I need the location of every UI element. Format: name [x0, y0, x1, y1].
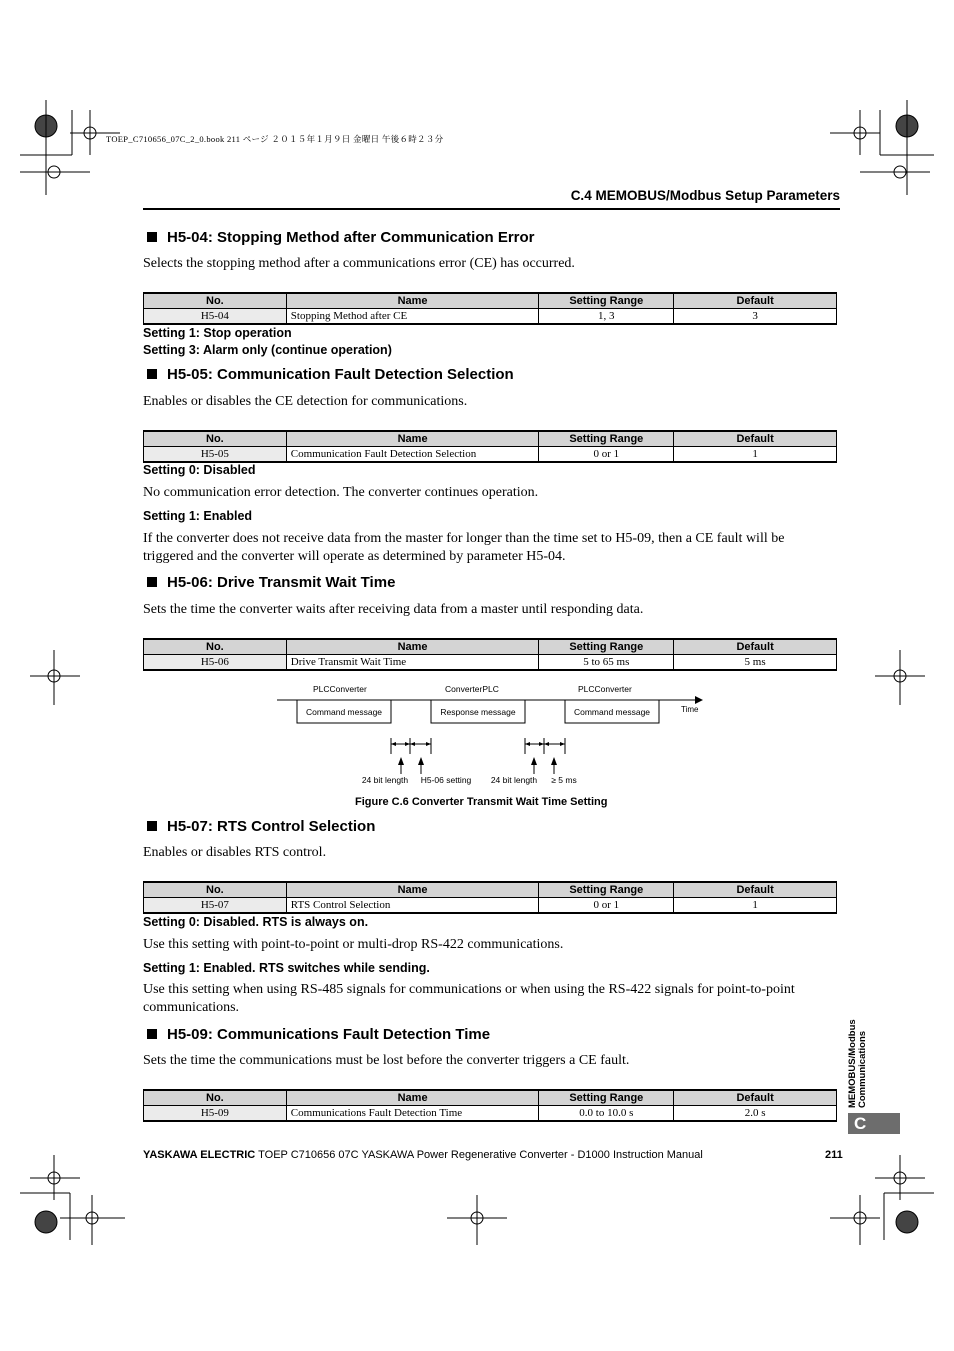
- param-name: Communications Fault Detection Time: [286, 1106, 539, 1122]
- message-label: Response message: [440, 707, 516, 717]
- interval-label: 24 bit length: [490, 775, 538, 785]
- col-header-name: Name: [286, 639, 539, 655]
- param-default: 2.0 s: [674, 1106, 837, 1122]
- param-default: 1: [674, 898, 837, 914]
- col-header-no: No.: [144, 293, 287, 309]
- param-name: Drive Transmit Wait Time: [286, 655, 539, 671]
- setting-title: Setting 0: Disabled: [143, 463, 256, 477]
- section-description: Sets the time the converter waits after receiving data from a master until responding data.: [143, 602, 644, 617]
- section-heading-h5-04: H5-04: Stopping Method after Communication Error: [147, 229, 535, 246]
- param-no: H5-07: [144, 898, 287, 914]
- footer: [143, 1149, 703, 1161]
- page-number: 211: [825, 1149, 843, 1161]
- param-no: H5-05: [144, 447, 287, 463]
- setting-title: Setting 3: Alarm only (continue operation): [143, 343, 392, 357]
- direction-label: PLCConverter: [578, 684, 632, 694]
- col-header-name: Name: [286, 1090, 539, 1106]
- bullet-square-icon: [147, 1029, 157, 1039]
- parameter-table-h5-09: [143, 1089, 837, 1122]
- col-header-range: Setting Range: [539, 431, 674, 447]
- param-default: 3: [674, 309, 837, 325]
- interval-label: H5-06 setting: [420, 775, 472, 785]
- print-note: TOEP_C710656_07C_2_0.book 211 ページ ２０１５年１月９日 金曜日 午後６時２３分: [106, 134, 444, 144]
- bullet-square-icon: [147, 577, 157, 587]
- col-header-name: Name: [286, 882, 539, 898]
- col-header-default: Default: [674, 639, 837, 655]
- setting-text: No communication error detection. The converter continues operation.: [143, 485, 539, 500]
- param-name: Communication Fault Detection Selection: [286, 447, 539, 463]
- bullet-square-icon: [147, 369, 157, 379]
- col-header-range: Setting Range: [539, 1090, 674, 1106]
- col-header-no: No.: [144, 882, 287, 898]
- col-header-name: Name: [286, 431, 539, 447]
- parameter-table-h5-06: [143, 638, 837, 671]
- direction-label: ConverterPLC: [445, 684, 499, 694]
- header-rule: [143, 208, 840, 210]
- col-header-no: No.: [144, 1090, 287, 1106]
- footer-text: TOEP C710656 07C YASKAWA Power Regenerative Converter - D1000 Instruction Manual: [255, 1149, 703, 1161]
- setting-text: Use this setting when using RS-485 signals for communications or when using the RS-422 signals for point-to-point communications.: [143, 982, 795, 1015]
- interval-label: ≥ 5 ms: [551, 775, 577, 785]
- col-header-default: Default: [674, 293, 837, 309]
- table-row: [144, 1106, 837, 1122]
- table-row: [144, 447, 837, 463]
- section-description: Sets the time the communications must be lost before the converter triggers a CE fault.: [143, 1053, 630, 1068]
- section-description: Enables or disables the CE detection for communications.: [143, 394, 468, 409]
- setting-title: Setting 0: Disabled. RTS is always on.: [143, 915, 369, 929]
- col-header-default: Default: [674, 882, 837, 898]
- arrowheads: [391, 742, 565, 765]
- setting-text: Use this setting with point-to-point or multi-drop RS-422 communications.: [143, 937, 564, 952]
- param-default: 5 ms: [674, 655, 837, 671]
- bullet-square-icon: [147, 232, 157, 242]
- transmit-wait-time-diagram: [270, 678, 720, 790]
- parameter-table-h5-07: [143, 881, 837, 914]
- col-header-range: Setting Range: [539, 882, 674, 898]
- col-header-no: No.: [144, 431, 287, 447]
- setting-title: Setting 1: Stop operation: [143, 326, 292, 340]
- param-default: 1: [674, 447, 837, 463]
- setting-title: Setting 1: Enabled: [143, 509, 253, 523]
- section-heading-h5-09: H5-09: Communications Fault Detection Time: [147, 1026, 490, 1043]
- param-range: 5 to 65 ms: [539, 655, 674, 671]
- time-label: Time: [681, 705, 699, 714]
- col-header-default: Default: [674, 1090, 837, 1106]
- footer-brand: YASKAWA ELECTRIC: [143, 1149, 256, 1161]
- table-row: [144, 898, 837, 914]
- direction-label: PLCConverter: [313, 684, 367, 694]
- section-description: Enables or disables RTS control.: [143, 845, 327, 860]
- interval-markers: [391, 738, 565, 774]
- col-header-default: Default: [674, 431, 837, 447]
- param-no: H5-06: [144, 655, 287, 671]
- message-label: Command message: [573, 707, 651, 717]
- param-range: 1, 3: [539, 309, 674, 325]
- chapter-header: C.4 MEMOBUS/Modbus Setup Parameters: [570, 188, 840, 203]
- param-no: H5-09: [144, 1106, 287, 1122]
- col-header-name: Name: [286, 293, 539, 309]
- setting-text: If the converter does not receive data from the master for longer than the time set to H5-09, then a CE fault will be triggered and the converter will operate as determined by parameter H5-04.: [143, 531, 785, 564]
- section-heading-h5-05: H5-05: Communication Fault Detection Selection: [147, 366, 514, 383]
- interval-label: 24 bit length: [361, 775, 409, 785]
- col-header-range: Setting Range: [539, 293, 674, 309]
- side-tab-letter: C: [848, 1113, 900, 1134]
- side-tab-label: MEMOBUS/Modbus Communications: [847, 1019, 868, 1108]
- param-range: 0 or 1: [539, 898, 674, 914]
- setting-title: Setting 1: Enabled. RTS switches while sending.: [143, 961, 430, 975]
- parameter-table-h5-05: [143, 430, 837, 463]
- section-description: Selects the stopping method after a communications error (CE) has occurred.: [143, 256, 575, 271]
- col-header-range: Setting Range: [539, 639, 674, 655]
- col-header-no: No.: [144, 639, 287, 655]
- table-row: [144, 655, 837, 671]
- param-no: H5-04: [144, 309, 287, 325]
- table-row: [144, 309, 837, 325]
- section-heading-h5-07: H5-07: RTS Control Selection: [147, 818, 375, 835]
- bullet-square-icon: [147, 821, 157, 831]
- param-name: RTS Control Selection: [286, 898, 539, 914]
- figure-caption: Figure C.6 Converter Transmit Wait Time Setting: [355, 796, 608, 808]
- time-arrow-icon: [695, 696, 703, 704]
- param-name: Stopping Method after CE: [286, 309, 539, 325]
- param-range: 0.0 to 10.0 s: [539, 1106, 674, 1122]
- section-heading-h5-06: H5-06: Drive Transmit Wait Time: [147, 574, 395, 591]
- param-range: 0 or 1: [539, 447, 674, 463]
- parameter-table-h5-04: [143, 292, 837, 325]
- message-label: Command message: [305, 707, 383, 717]
